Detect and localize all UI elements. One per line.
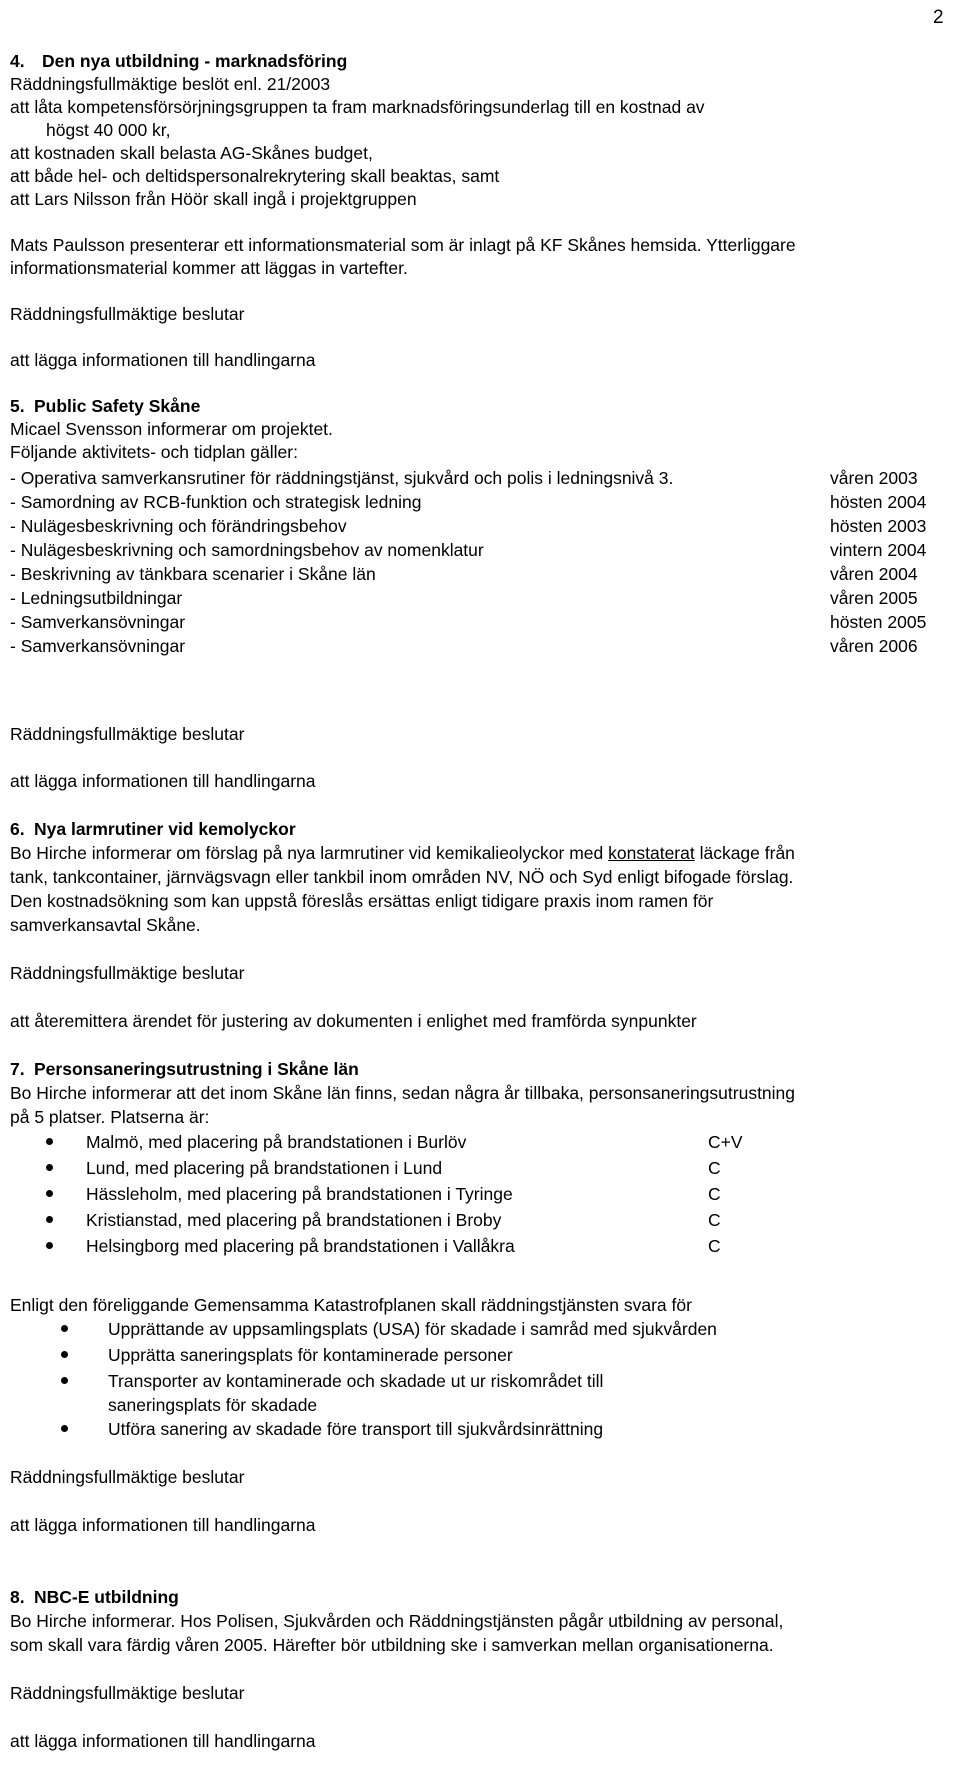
section-6-para-2: tank, tankcontainer, järnvägsvagn eller tankbil inom områden NV, NÖ och Syd enligt bifogade förslag. xyxy=(10,867,794,887)
place-1: Malmö, med placering på brandstationen i Burlöv xyxy=(86,1132,467,1152)
section-4-att-1: att låta kompetensförsörjningsgruppen ta fram marknadsföringsunderlag till en kostnad av xyxy=(10,97,705,117)
section-6-title: Nya larmrutiner vid kemolyckor xyxy=(34,819,296,839)
section-8-line-1: Bo Hirche informerar. Hos Polisen, Sjukvården och Räddningstjänsten pågår utbildning av personal, xyxy=(10,1611,784,1631)
section-5-title: Public Safety Skåne xyxy=(34,396,201,416)
place-5-code: C xyxy=(708,1236,721,1256)
section-4-para-2: informationsmaterial kommer att läggas in vartefter. xyxy=(10,258,408,278)
section-8-line-2: som skall vara färdig våren 2005. Härefter bör utbildning ske i samverkan mellan organisationerna. xyxy=(10,1635,774,1655)
plan-when-8: våren 2006 xyxy=(830,636,918,656)
plan-when-2: hösten 2004 xyxy=(830,492,927,512)
plan-activity-3: - Nulägesbeskrivning och förändringsbehov xyxy=(10,516,347,536)
section-8-number: 8. xyxy=(10,1587,25,1607)
bullet-icon xyxy=(61,1425,68,1432)
underlined-word: konstaterat xyxy=(608,843,695,863)
bullet-icon xyxy=(46,1216,53,1223)
section-4-att-3: att både hel- och deltidspersonalrekrytering skall beaktas, samt xyxy=(10,166,500,186)
section-6-para-4: samverkansavtal Skåne. xyxy=(10,915,201,935)
place-5: Helsingborg med placering på brandstationen i Vallåkra xyxy=(86,1236,515,1256)
plan-when-6: våren 2005 xyxy=(830,588,918,608)
section-4-resolves: Räddningsfullmäktige beslutar xyxy=(10,304,245,324)
section-7-plan-intro: Enligt den föreliggande Gemensamma Katastrofplanen skall räddningstjänsten svara för xyxy=(10,1295,692,1315)
duty-2: Upprätta saneringsplats för kontaminerade personer xyxy=(108,1345,513,1365)
duty-3-cont: saneringsplats för skadade xyxy=(108,1395,318,1415)
section-8-resolves: Räddningsfullmäktige beslutar xyxy=(10,1683,245,1703)
plan-activity-1: - Operativa samverkansrutiner för räddningstjänst, sjukvård och polis i ledningsnivå 3. xyxy=(10,468,674,488)
bullet-icon xyxy=(46,1242,53,1249)
page-number: 2 xyxy=(933,7,944,28)
section-6-para-3: Den kostnadsökning som kan uppstå föreslås ersättas enligt tidigare praxis inom ramen för xyxy=(10,891,714,911)
bullet-icon xyxy=(46,1138,53,1145)
section-6-resolves: Räddningsfullmäktige beslutar xyxy=(10,963,245,983)
plan-when-4: vintern 2004 xyxy=(830,540,927,560)
section-7-intro-1: Bo Hirche informerar att det inom Skåne län finns, sedan några år tillbaka, personsaneringsutrustning xyxy=(10,1083,796,1103)
section-4-att-1-cont: högst 40 000 kr, xyxy=(46,120,171,140)
plan-when-7: hösten 2005 xyxy=(830,612,927,632)
section-4-att-result: att lägga informationen till handlingarna xyxy=(10,350,316,370)
bullet-icon xyxy=(46,1164,53,1171)
section-6-number: 6. xyxy=(10,819,25,839)
place-3: Hässleholm, med placering på brandstationen i Tyringe xyxy=(86,1184,513,1204)
place-2-code: C xyxy=(708,1158,721,1178)
section-4-number: 4. xyxy=(10,51,25,71)
section-4-att-2: att kostnaden skall belasta AG-Skånes budget, xyxy=(10,143,373,163)
duty-3: Transporter av kontaminerade och skadade ut ur riskområdet till xyxy=(108,1371,604,1391)
section-4-title: Den nya utbildning - marknadsföring xyxy=(42,51,348,71)
section-8-title: NBC-E utbildning xyxy=(34,1587,179,1607)
section-8-att-result: att lägga informationen till handlingarna xyxy=(10,1731,316,1751)
place-3-code: C xyxy=(708,1184,721,1204)
section-6-att-result: att återemittera ärendet för justering av dokumenten i enlighet med framförda synpunkter xyxy=(10,1011,697,1031)
section-4-decision: Räddningsfullmäktige beslöt enl. 21/2003 xyxy=(10,74,331,94)
duty-4: Utföra sanering av skadade före transport till sjukvårdsinrättning xyxy=(108,1419,604,1439)
bullet-icon xyxy=(61,1351,68,1358)
duty-1: Upprättande av uppsamlingsplats (USA) för skadade i samråd med sjukvården xyxy=(108,1319,717,1339)
bullet-icon xyxy=(46,1190,53,1197)
section-7-intro-2: på 5 platser. Platserna är: xyxy=(10,1107,210,1127)
section-5-att-result: att lägga informationen till handlingarna xyxy=(10,771,316,791)
plan-activity-5: - Beskrivning av tänkbara scenarier i Skåne län xyxy=(10,564,376,584)
section-4-para-1: Mats Paulsson presenterar ett informationsmaterial som är inlagt på KF Skånes hemsida. Ytterliggare xyxy=(10,235,796,255)
plan-when-5: våren 2004 xyxy=(830,564,918,584)
place-4-code: C xyxy=(708,1210,721,1230)
place-4: Kristianstad, med placering på brandstationen i Broby xyxy=(86,1210,502,1230)
plan-activity-6: - Ledningsutbildningar xyxy=(10,588,183,608)
bullet-icon xyxy=(61,1325,68,1332)
section-7-number: 7. xyxy=(10,1059,25,1079)
section-5-number: 5. xyxy=(10,396,25,416)
section-5-line-2: Följande aktivitets- och tidplan gäller: xyxy=(10,442,298,462)
section-5-resolves: Räddningsfullmäktige beslutar xyxy=(10,724,245,744)
plan-when-3: hösten 2003 xyxy=(830,516,927,536)
plan-activity-8: - Samverkansövningar xyxy=(10,636,186,656)
section-7-title: Personsaneringsutrustning i Skåne län xyxy=(34,1059,359,1079)
section-7-resolves: Räddningsfullmäktige beslutar xyxy=(10,1467,245,1487)
section-4-att-4: att Lars Nilsson från Höör skall ingå i projektgruppen xyxy=(10,189,417,209)
place-1-code: C+V xyxy=(708,1132,743,1152)
plan-activity-7: - Samverkansövningar xyxy=(10,612,186,632)
plan-when-1: våren 2003 xyxy=(830,468,918,488)
plan-activity-4: - Nulägesbeskrivning och samordningsbehov av nomenklatur xyxy=(10,540,484,560)
plan-activity-2: - Samordning av RCB-funktion och strategisk ledning xyxy=(10,492,422,512)
section-6-para-1: Bo Hirche informerar om förslag på nya larmrutiner vid kemikalieolyckor med konstaterat läckage från xyxy=(10,843,795,863)
section-5-line-1: Micael Svensson informerar om projektet. xyxy=(10,419,333,439)
place-2: Lund, med placering på brandstationen i Lund xyxy=(86,1158,443,1178)
section-7-att-result: att lägga informationen till handlingarna xyxy=(10,1515,316,1535)
bullet-icon xyxy=(61,1377,68,1384)
